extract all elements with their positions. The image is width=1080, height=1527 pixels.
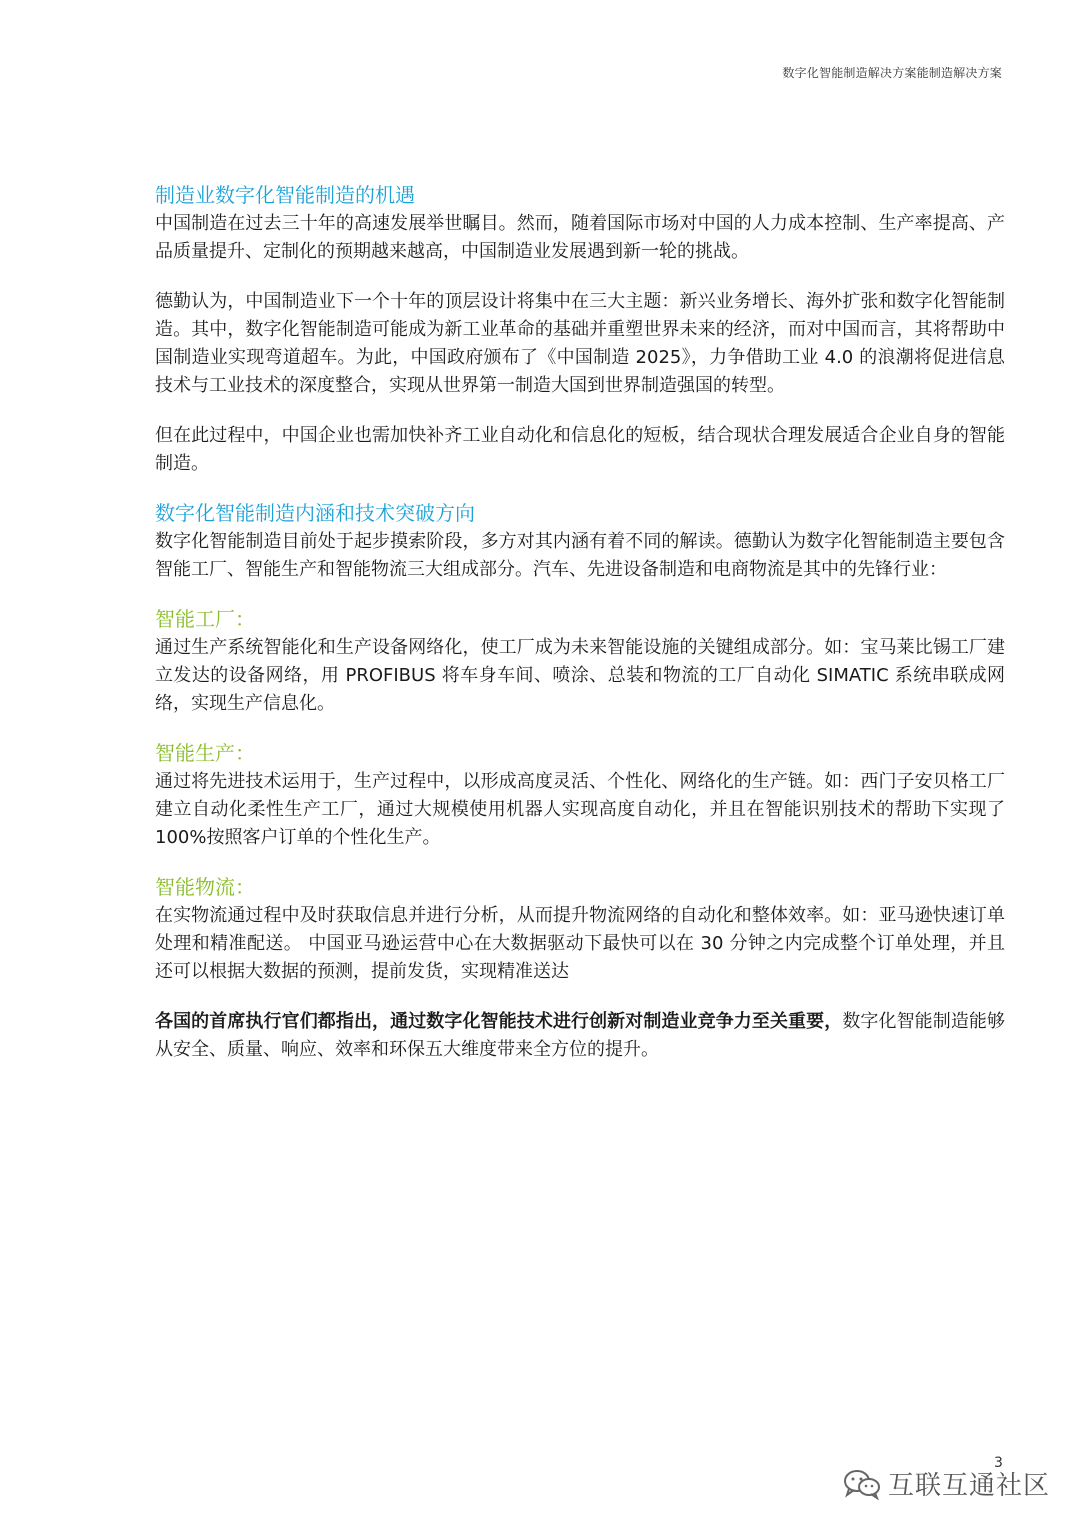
- subheading-smart-logistics: 智能物流：: [155, 875, 255, 899]
- running-header: 数字化智能制造解决方案能制造解决方案: [782, 66, 1002, 80]
- section-heading-opportunity: 制造业数字化智能制造的机遇: [155, 183, 415, 207]
- paragraph: 德勤认为，中国制造业下一个十年的顶层设计将集中在三大主题：新兴业务增长、海外扩张和数字化智能制造。其中，数字化智能制造可能成为新工业革命的基础并重塑世界未来的经济，而对中国而言，其将帮助中国制造业实现弯道超车。为此，中国政府颁布了《中国制造 2025》，力争借助工业 4.0 的浪潮将促进信息技术与工业技术的深度整合，实现从世界第一制造大国到世界制造强国的转型。: [155, 291, 1005, 396]
- paragraph: 通过将先进技术运用于，生产过程中，以形成高度灵活、个性化、网络化的生产链。如：西门子安贝格工厂建立自动化柔性生产工厂，通过大规模使用机器人实现高度自动化，并且在智能识别技术的帮助下实现了 100%按照客户订单的个性化生产。: [155, 771, 1005, 848]
- conclusion-bold: 各国的首席执行官们都指出，通过数字化智能技术进行创新对制造业竞争力至关重要，: [155, 1011, 843, 1032]
- document-body: [155, 180, 1005, 1064]
- wechat-icon: [842, 1468, 882, 1500]
- paragraph: 数字化智能制造目前处于起步摸索阶段，多方对其内涵有着不同的解读。德勤认为数字化智能制造主要包含智能工厂、智能生产和智能物流三大组成部分。汽车、先进设备制造和电商物流是其中的先锋行业：: [155, 531, 1005, 580]
- watermark: [842, 1465, 1050, 1502]
- conclusion-rest: 数字化智能制造能够从安全、质量、响应、效率和环保五大维度带来全方位的提升。: [155, 1011, 1006, 1060]
- subheading-smart-factory: 智能工厂：: [155, 607, 255, 631]
- paragraph: 中国制造在过去三十年的高速发展举世瞩目。然而，随着国际市场对中国的人力成本控制、生产率提高、产品质量提升、定制化的预期越来越高，中国制造业发展遇到新一轮的挑战。: [155, 213, 1005, 262]
- watermark-text: 互联互通社区: [888, 1471, 1051, 1501]
- conclusion-paragraph: [155, 1008, 1005, 1064]
- paragraph: 但在此过程中，中国企业也需加快补齐工业自动化和信息化的短板，结合现状合理发展适合企业自身的智能制造。: [155, 425, 1005, 474]
- subheading-smart-production: 智能生产：: [155, 741, 255, 765]
- paragraph: 通过生产系统智能化和生产设备网络化，使工厂成为未来智能设施的关键组成部分。如：宝马莱比锡工厂建立发达的设备网络，用 PROFIBUS 将车身车间、喷涂、总装和物流的工厂自动化 SIMATIC 系统串联成网络，实现生产信息化。: [155, 637, 1005, 714]
- page-number: 3: [994, 1455, 1003, 1471]
- paragraph: 在实物流通过程中及时获取信息并进行分析，从而提升物流网络的自动化和整体效率。如：亚马逊快速订单处理和精准配送。 中国亚马逊运营中心在大数据驱动下最快可以在 30 分钟之内完成整个订单处理，并且还可以根据大数据的预测，提前发货，实现精准送达: [155, 905, 1005, 982]
- section-heading-connotation: 数字化智能制造内涵和技术突破方向: [155, 501, 475, 525]
